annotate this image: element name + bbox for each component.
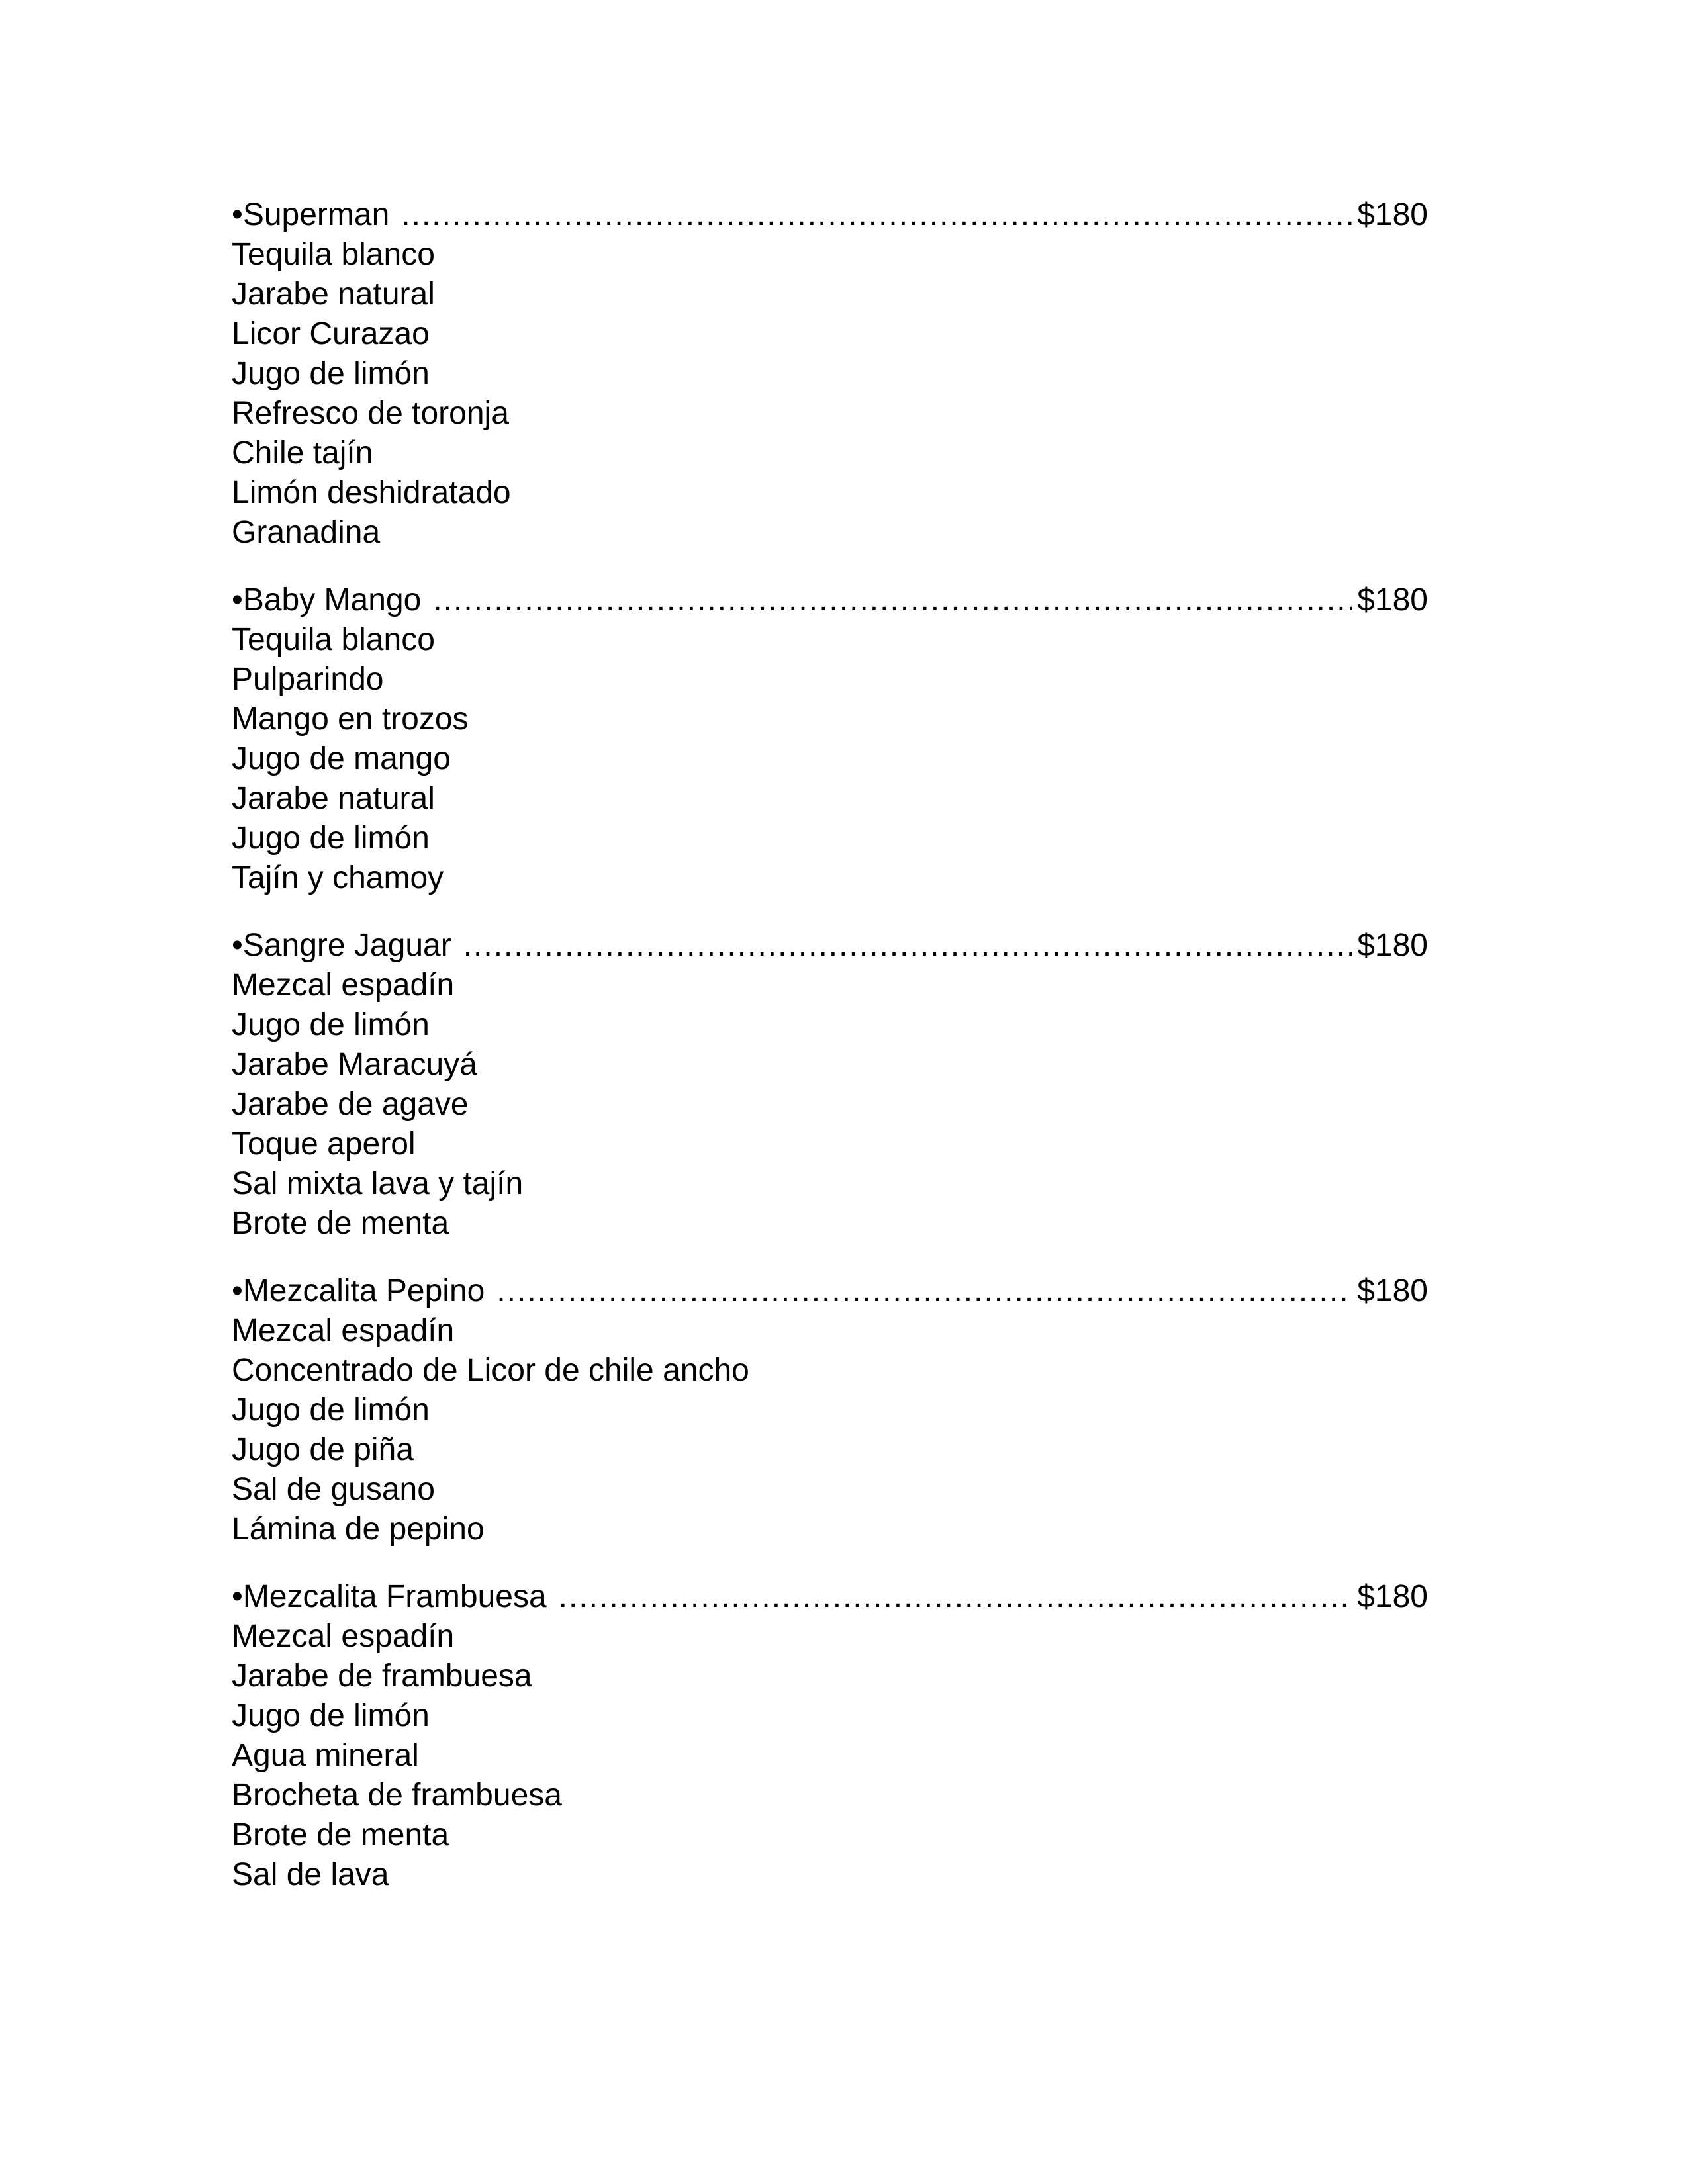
ingredient-line: Jugo de limón — [232, 356, 430, 391]
dot-leader — [463, 926, 1352, 966]
item-name — [232, 195, 389, 235]
dot-leader — [496, 1271, 1352, 1311]
ingredient-line: Jugo de limón — [232, 1007, 430, 1042]
bullet-icon: • — [232, 1579, 243, 1614]
ingredient-list — [232, 235, 1428, 553]
dot-leader — [559, 1577, 1352, 1617]
ingredient-line: Agua mineral — [232, 1738, 419, 1773]
menu-item — [232, 195, 1428, 553]
ingredient-line: Granadina — [232, 515, 381, 550]
ingredient-line: Brote de menta — [232, 1817, 449, 1852]
dot-leader — [433, 580, 1352, 620]
ingredient-line: Pulparindo — [232, 662, 384, 697]
ingredient-line: Sal de lava — [232, 1857, 389, 1892]
ingredient-line: Lámina de pepino — [232, 1512, 485, 1547]
ingredient-line: Mango en trozos — [232, 702, 469, 737]
ingredient-list — [232, 1311, 1428, 1549]
ingredient-list — [232, 966, 1428, 1244]
ingredient-line: Mezcal espadín — [232, 1619, 455, 1654]
ingredient-line: Concentrado de Licor de chile ancho — [232, 1353, 749, 1388]
menu-item-header — [232, 926, 1428, 966]
ingredient-line: Jarabe Maracuyá — [232, 1047, 477, 1082]
ingredient-line: Chile tajín — [232, 435, 373, 471]
menu-item — [232, 1577, 1428, 1895]
ingredient-line: Limón deshidratado — [232, 475, 511, 510]
item-price: $180 — [1357, 928, 1428, 963]
ingredient-line: Jarabe natural — [232, 781, 435, 816]
item-price: $180 — [1357, 582, 1428, 617]
menu-item-header — [232, 1577, 1428, 1617]
ingredient-line: Jugo de limón — [232, 821, 430, 856]
ingredient-line: Tequila blanco — [232, 237, 435, 272]
ingredient-line: Jugo de piña — [232, 1432, 414, 1467]
ingredient-line: Jarabe de frambuesa — [232, 1659, 532, 1694]
bullet-icon: • — [232, 928, 243, 963]
ingredient-line: Mezcal espadín — [232, 1313, 455, 1348]
ingredient-line: Sal de gusano — [232, 1472, 435, 1507]
menu-item-header — [232, 195, 1428, 235]
item-name-text: Sangre Jaguar — [242, 928, 451, 963]
menu-list — [232, 195, 1428, 1895]
ingredient-list — [232, 620, 1428, 898]
item-name-text: Mezcalita Frambuesa — [242, 1579, 547, 1614]
ingredient-line: Sal mixta lava y tajín — [232, 1166, 524, 1201]
item-price: $180 — [1357, 1273, 1428, 1308]
ingredient-list — [232, 1617, 1428, 1895]
ingredient-line: Toque aperol — [232, 1126, 416, 1161]
ingredient-line: Tajín y chamoy — [232, 860, 444, 895]
bullet-icon: • — [232, 1273, 243, 1308]
dot-leader — [401, 195, 1352, 235]
ingredient-line: Jugo de limón — [232, 1392, 430, 1428]
item-price: $180 — [1357, 197, 1428, 232]
item-name — [232, 926, 451, 966]
item-name-text: Baby Mango — [242, 582, 422, 617]
ingredient-line: Mezcal espadín — [232, 968, 455, 1003]
ingredient-line: Brote de menta — [232, 1206, 449, 1241]
item-name-text: Superman — [242, 197, 390, 232]
ingredient-line: Refresco de toronja — [232, 396, 509, 431]
item-name — [232, 580, 421, 620]
ingredient-line: Jugo de mango — [232, 741, 451, 776]
ingredient-line: Jugo de limón — [232, 1698, 430, 1733]
bullet-icon: • — [232, 197, 243, 232]
item-name — [232, 1271, 485, 1311]
menu-item — [232, 926, 1428, 1244]
ingredient-line: Jarabe de agave — [232, 1087, 469, 1122]
bullet-icon: • — [232, 582, 243, 617]
item-name — [232, 1577, 547, 1617]
ingredient-line: Licor Curazao — [232, 316, 430, 351]
menu-item — [232, 1271, 1428, 1549]
menu-item-header — [232, 1271, 1428, 1311]
ingredient-line: Jarabe natural — [232, 277, 435, 312]
ingredient-line: Brocheta de frambuesa — [232, 1778, 562, 1813]
menu-item-header — [232, 580, 1428, 620]
menu-item — [232, 580, 1428, 898]
ingredient-line: Tequila blanco — [232, 622, 435, 657]
item-name-text: Mezcalita Pepino — [242, 1273, 485, 1308]
item-price: $180 — [1357, 1579, 1428, 1614]
